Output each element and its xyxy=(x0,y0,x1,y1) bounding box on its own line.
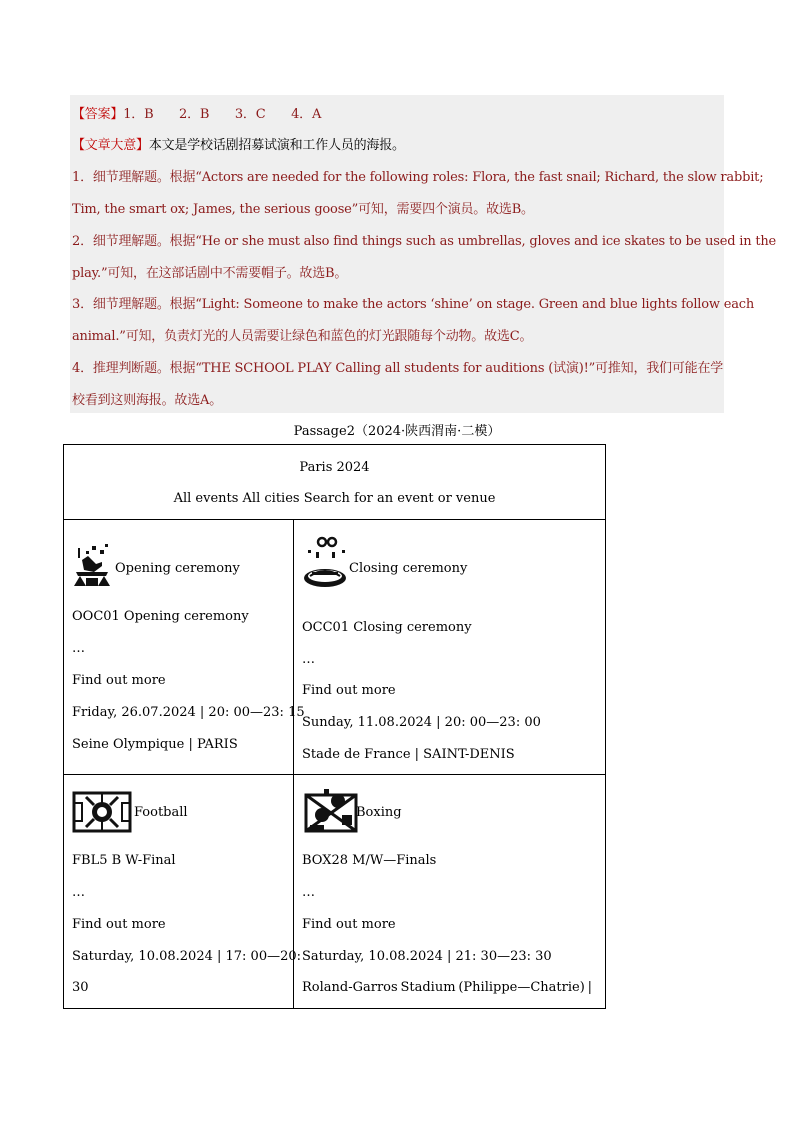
event-name: Opening ceremony xyxy=(115,561,240,576)
venue-part: Stadium xyxy=(400,980,456,995)
event-cell-boxing xyxy=(294,775,606,1009)
venue-part: Roland-Garros xyxy=(302,980,398,995)
ellipsis: … xyxy=(72,641,85,656)
event-cell-football xyxy=(64,775,302,1009)
explanation-line: 1．细节理解题。根据“Actors are needed for the following roles: Flora, the fast snail; Richard, the slow rabbit; xyxy=(72,170,764,185)
summary-tag: 【文章大意】 xyxy=(72,138,149,153)
answer-values: 1．B 2．B 3．C 4．A xyxy=(123,107,322,122)
event-cell-closing xyxy=(294,520,606,775)
explanation-line: animal.”可知，负责灯光的人员需要让绿色和蓝色的灯光跟随每个动物。故选C。 xyxy=(72,329,533,344)
event-datetime: Saturday, 10.08.2024 | 17: 00—20: xyxy=(72,949,302,964)
explanation-line: 4．推理判断题。根据“THE SCHOOL PLAY Calling all students for auditions (试演)!”可推知，我们可能在学 xyxy=(72,361,724,376)
event-code: OCC01 Closing ceremony xyxy=(302,620,472,635)
closing-ceremony-icon xyxy=(302,536,348,592)
event-venue: Seine Olympique | PARIS xyxy=(72,737,238,752)
answer-explanation-box xyxy=(70,95,777,413)
header-title: Paris 2024 xyxy=(299,460,370,475)
explanation-line: Tim, the smart ox; James, the serious goose”可知，需要四个演员。故选B。 xyxy=(72,202,534,217)
event-code: BOX28 M/W—Finals xyxy=(302,853,437,868)
answer-line xyxy=(72,103,321,122)
table-header xyxy=(64,445,606,520)
event-name: Football xyxy=(134,805,188,820)
answer-tag: 【答案】 xyxy=(72,107,124,122)
find-out-more-link[interactable]: Find out more xyxy=(302,683,396,698)
football-icon xyxy=(72,789,132,835)
passage-title: Passage2（2024·陕西渭南·二模） xyxy=(293,424,501,439)
summary-text: 本文是学校话剧招募试演和工作人员的海报。 xyxy=(148,138,405,153)
events-table xyxy=(63,444,606,1009)
ellipsis: … xyxy=(302,652,315,667)
event-venue xyxy=(302,980,592,995)
header-nav: All events All cities Search for an event or venue xyxy=(173,491,496,506)
explanation-line: 3．细节理解题。根据“Light: Someone to make the actors ‘shine’ on stage. Green and blue lights follow each xyxy=(72,297,755,312)
summary-line xyxy=(72,134,405,153)
event-datetime: Saturday, 10.08.2024 | 21: 30—23: 30 xyxy=(302,949,552,964)
boxing-icon xyxy=(302,787,360,837)
find-out-more-link[interactable]: Find out more xyxy=(302,917,396,932)
find-out-more-link[interactable]: Find out more xyxy=(72,917,166,932)
find-out-more-link[interactable]: Find out more xyxy=(72,673,166,688)
explanation-line: play.”可知，在这部话剧中不需要帽子。故选B。 xyxy=(72,266,348,281)
event-name: Boxing xyxy=(356,805,402,820)
explanation-line: 2．细节理解题。根据“He or she must also find things such as umbrellas, gloves and ice skates to be used in the xyxy=(72,234,777,249)
ellipsis: … xyxy=(72,885,85,900)
event-datetime-cont: 30 xyxy=(72,980,89,995)
venue-part: | xyxy=(587,980,592,995)
explanation-line: 校看到这则海报。故选A。 xyxy=(72,393,222,408)
event-datetime: Friday, 26.07.2024 | 20: 00—23: 15 xyxy=(72,705,305,720)
event-name: Closing ceremony xyxy=(349,561,468,576)
event-cell-opening xyxy=(64,520,305,775)
venue-part: (Philippe—Chatrie) xyxy=(458,980,585,995)
event-code: OOC01 Opening ceremony xyxy=(72,609,249,624)
opening-ceremony-icon xyxy=(72,542,112,588)
event-code: FBL5 B W-Final xyxy=(72,853,176,868)
event-datetime: Sunday, 11.08.2024 | 20: 00—23: 00 xyxy=(302,715,541,730)
ellipsis: … xyxy=(302,885,315,900)
event-venue: Stade de France | SAINT-DENIS xyxy=(302,747,515,762)
